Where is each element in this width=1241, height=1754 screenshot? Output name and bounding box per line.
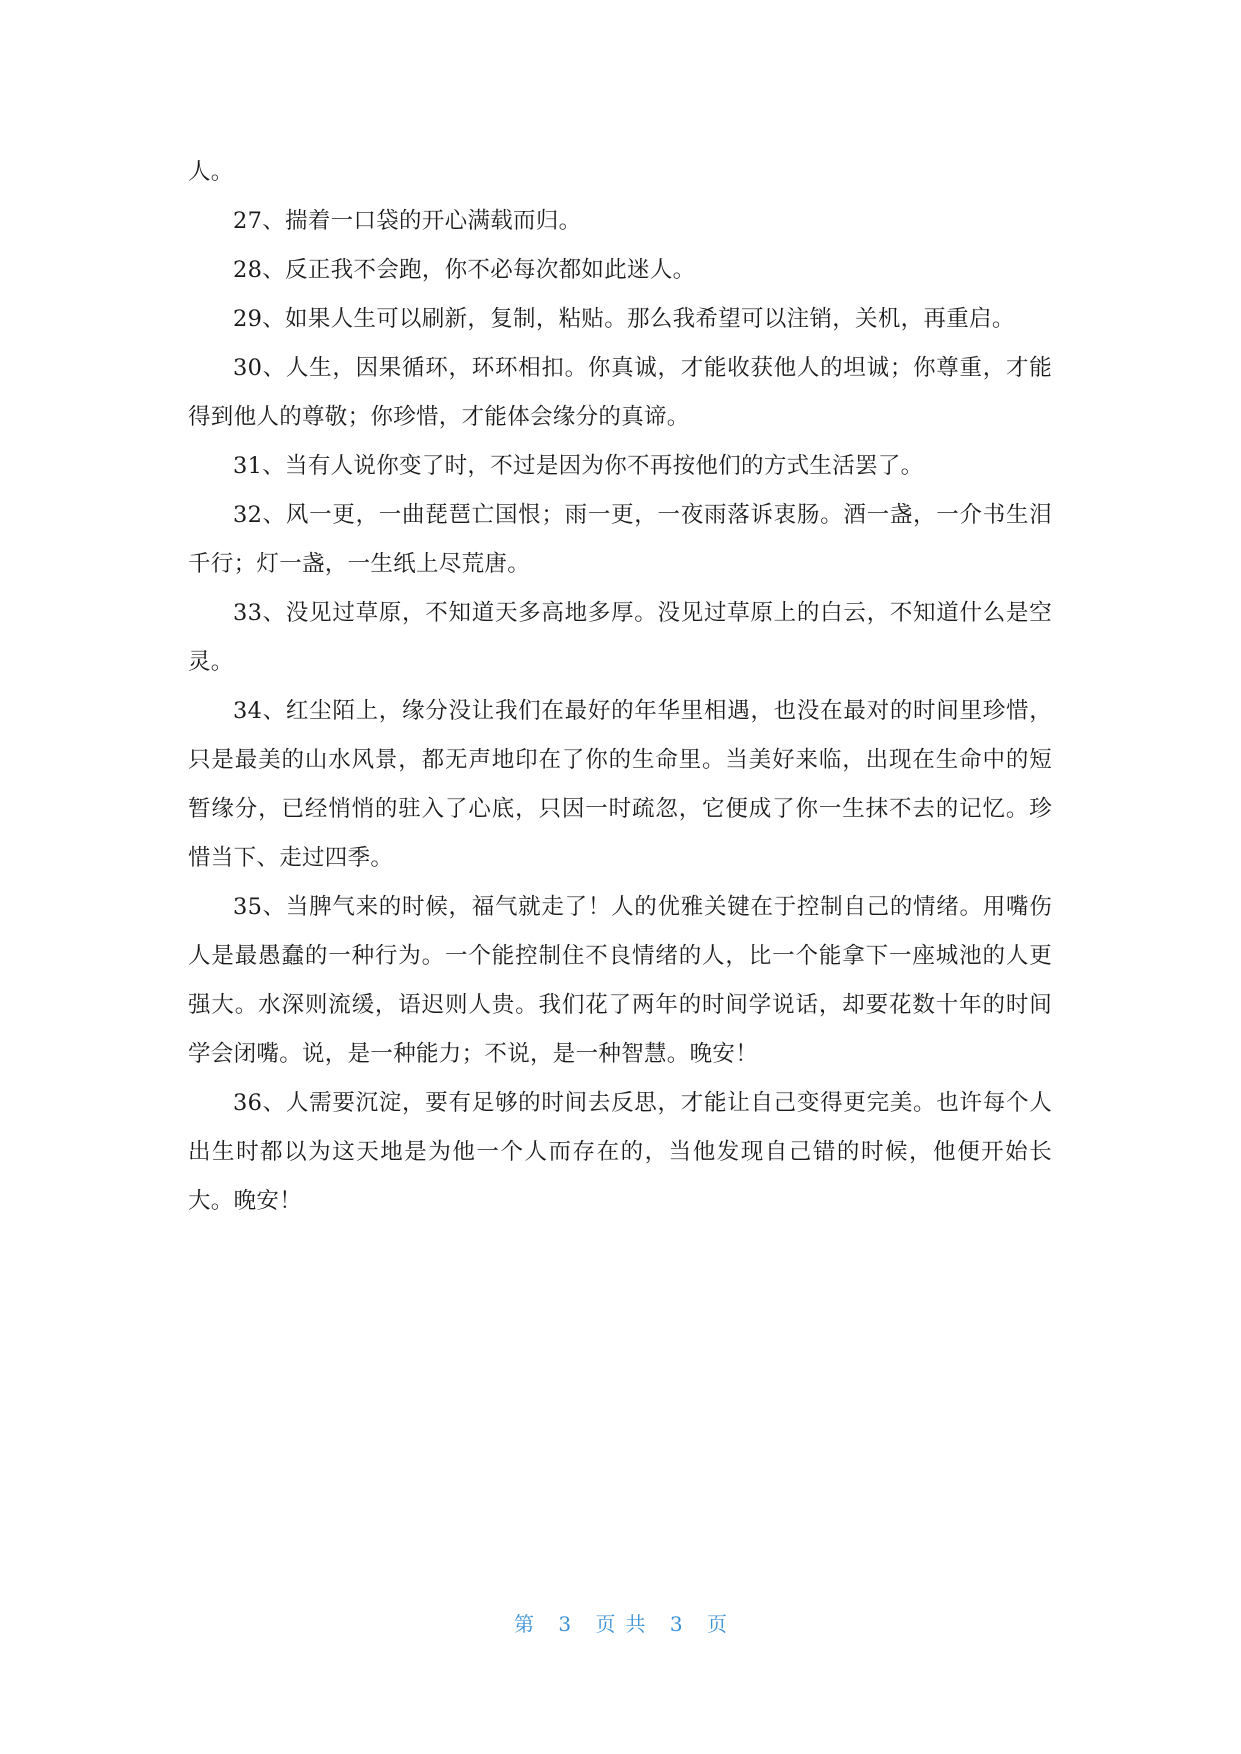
paragraph-continuation: 人。 xyxy=(188,159,234,185)
footer-total-pages: 3 xyxy=(669,1612,683,1636)
footer-current-page: 3 xyxy=(558,1612,572,1636)
paragraph-36: 36、人需要沉淀，要有足够的时间去反思，才能让自己变得更完美。也许每个人出生时都以为这天地是为他一个人而存在的，当他发现自己错的时候，他便开始长大。晚安！ xyxy=(188,1090,1052,1214)
page-number-footer xyxy=(0,1608,1241,1637)
footer-suffix: 页 xyxy=(706,1612,727,1636)
document-body xyxy=(188,148,1052,1226)
paragraph-34: 34、红尘陌上，缘分没让我们在最好的年华里相遇，也没在最对的时间里珍惜，只是最美的山水风景，都无声地印在了你的生命里。当美好来临，出现在生命中的短暂缘分，已经悄悄的驻入了心底，只因一时疏忽，它便成了你一生抹不去的记忆。珍惜当下、走过四季。 xyxy=(188,698,1052,871)
footer-middle: 页共 xyxy=(595,1612,656,1636)
paragraph-29: 29、如果人生可以刷新，复制，粘贴。那么我希望可以注销，关机，再重启。 xyxy=(233,306,1015,332)
paragraph-35: 35、当脾气来的时候，福气就走了！人的优雅关键在于控制自己的情绪。用嘴伤人是最愚蠢的一种行为。一个能控制住不良情绪的人，比一个能拿下一座城池的人更强大。水深则流缓，语迟则人贵。我们花了两年的时间学说话，却要花数十年的时间学会闭嘴。说，是一种能力；不说，是一种智慧。晚安！ xyxy=(188,894,1052,1067)
paragraph-31: 31、当有人说你变了时，不过是因为你不再按他们的方式生活罢了。 xyxy=(233,453,924,479)
paragraph-27: 27、揣着一口袋的开心满载而归。 xyxy=(233,208,582,234)
paragraph-30: 30、人生，因果循环，环环相扣。你真诚，才能收获他人的坦诚；你尊重，才能得到他人的尊敬；你珍惜，才能体会缘分的真谛。 xyxy=(188,355,1052,430)
paragraph-33: 33、没见过草原，不知道天多高地多厚。没见过草原上的白云，不知道什么是空灵。 xyxy=(188,600,1052,675)
paragraph-32: 32、风一更，一曲琵琶亡国恨；雨一更，一夜雨落诉衷肠。酒一盏，一介书生泪千行；灯一盏，一生纸上尽荒唐。 xyxy=(188,502,1052,577)
footer-prefix: 第 xyxy=(514,1612,535,1636)
paragraph-28: 28、反正我不会跑，你不必每次都如此迷人。 xyxy=(233,257,696,283)
